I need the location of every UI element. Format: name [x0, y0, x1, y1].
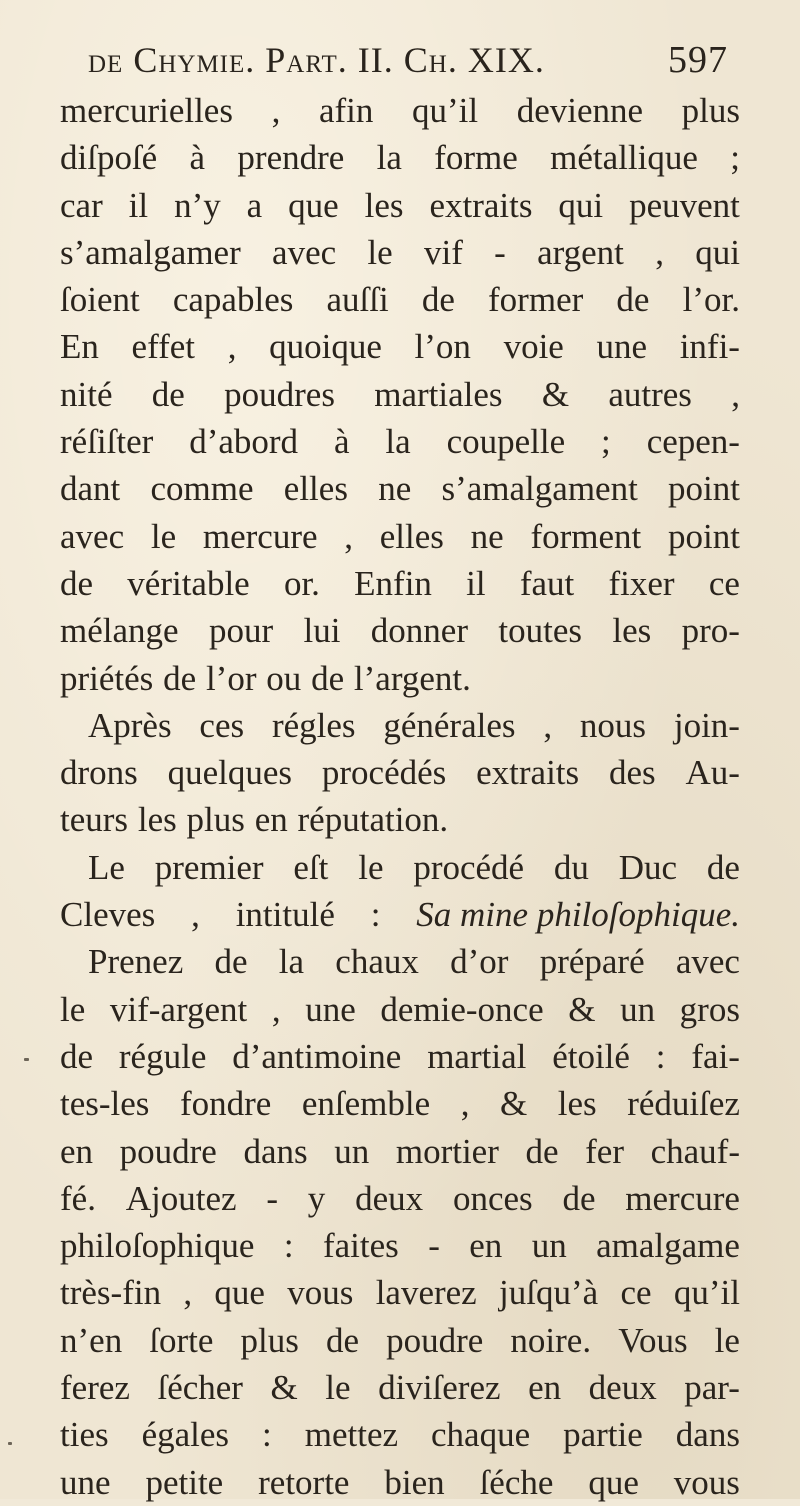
word: mercure — [202, 516, 318, 556]
word: le — [150, 516, 177, 556]
word: extraits — [429, 185, 533, 225]
text-line — [60, 986, 740, 1033]
word: métallique — [550, 138, 698, 178]
word: fai- — [691, 1036, 740, 1076]
word: de — [325, 1320, 360, 1360]
text-line — [60, 560, 740, 607]
margin-speck — [24, 1058, 29, 1061]
word: une — [596, 327, 648, 367]
word: premier — [154, 847, 264, 887]
word: de — [214, 942, 248, 982]
margin-speck — [8, 1442, 12, 1445]
word: , — [655, 232, 664, 272]
word: tes-les — [60, 1084, 150, 1124]
word: dans — [675, 1415, 740, 1455]
word: les — [364, 185, 404, 225]
text-line — [60, 87, 740, 134]
text-line — [60, 1033, 740, 1080]
word: join- — [673, 705, 740, 745]
text-line — [60, 465, 740, 512]
text-line — [60, 655, 740, 702]
word: dant — [60, 469, 121, 509]
word: de — [421, 280, 455, 320]
word: : — [283, 1226, 294, 1266]
word: chaux — [335, 942, 419, 982]
word: , — [344, 516, 354, 556]
word: en — [528, 1368, 562, 1408]
word: cepen- — [646, 422, 740, 462]
word: procédés — [321, 753, 447, 793]
word: véritable — [127, 563, 250, 603]
word: dans — [243, 1131, 308, 1171]
text-line — [60, 513, 740, 560]
word: , — [183, 1273, 193, 1313]
word: poudres — [224, 374, 335, 414]
word: En — [60, 327, 99, 367]
word: de — [616, 280, 650, 320]
word: petite — [145, 1462, 224, 1502]
text-line — [60, 276, 740, 323]
word: gros — [679, 989, 740, 1029]
word: - — [428, 1226, 440, 1266]
word: eſt — [293, 847, 329, 887]
word: réputation. — [297, 800, 449, 840]
word: n’en — [60, 1320, 123, 1360]
text-line — [60, 1080, 740, 1127]
word: très-fin — [60, 1273, 162, 1313]
word: Ajoutez — [125, 1178, 237, 1218]
word: ; — [730, 138, 740, 178]
word: martiales — [374, 374, 503, 414]
word: que — [588, 1462, 639, 1502]
word: mettez — [304, 1415, 399, 1455]
word: vif — [423, 232, 463, 272]
word: du — [553, 847, 589, 887]
word: faites — [322, 1226, 399, 1266]
word: noire. — [510, 1320, 592, 1360]
word: des — [609, 753, 656, 793]
word: comme — [150, 469, 254, 509]
word: priétés — [60, 658, 154, 698]
word: que — [214, 1273, 265, 1313]
text-line — [60, 749, 740, 796]
word: que — [288, 185, 339, 225]
word: procédé — [413, 847, 525, 887]
word: extraits — [476, 753, 580, 793]
page-number: 597 — [668, 39, 728, 81]
word: plus — [186, 800, 245, 840]
word: qui — [695, 232, 740, 272]
text-line — [60, 418, 740, 465]
word: de — [151, 374, 185, 414]
word: de — [60, 563, 94, 603]
word: l’or. — [682, 280, 740, 320]
text-line — [60, 1128, 740, 1175]
word: or. — [283, 563, 320, 603]
word: qu’il — [411, 91, 479, 130]
word: plus — [681, 91, 740, 130]
word: réſiſter — [60, 422, 154, 462]
word: le — [358, 847, 384, 887]
word: : — [262, 1415, 272, 1455]
text-line — [60, 607, 740, 654]
word: & — [541, 374, 570, 414]
word: régule — [118, 1036, 207, 1076]
word: ne — [378, 469, 412, 509]
word: deux — [355, 1178, 424, 1218]
word: capables — [172, 280, 294, 320]
word: à — [333, 422, 350, 462]
text-line — [60, 844, 740, 891]
word: à — [189, 138, 206, 178]
word: pro- — [681, 611, 740, 651]
word: poudre — [119, 1131, 217, 1171]
word: vif-argent — [109, 989, 248, 1029]
word: , — [227, 327, 237, 367]
word: intitulé — [235, 895, 335, 935]
word: le — [325, 1368, 351, 1408]
word: ; — [601, 422, 611, 462]
word: Après — [88, 705, 172, 745]
word: former — [488, 280, 584, 320]
word: ſoient — [60, 280, 140, 320]
word: diſpoſé — [60, 138, 158, 178]
word: ce — [708, 563, 740, 603]
word: ou — [266, 658, 302, 698]
word: il — [128, 185, 149, 225]
word: s’amalgamer — [60, 232, 241, 272]
running-head — [88, 38, 728, 88]
word: fer — [585, 1131, 624, 1171]
word: poudre — [386, 1320, 484, 1360]
word: coupelle — [446, 422, 566, 462]
word: l’argent. — [353, 658, 471, 698]
word: auſſi — [326, 280, 389, 320]
word: effet — [131, 327, 196, 367]
word: de — [163, 658, 197, 698]
word: s’amalgament — [441, 469, 638, 509]
word: les — [137, 800, 177, 840]
word: mortier — [395, 1131, 499, 1171]
word: Prenez — [88, 942, 184, 982]
word: elles — [283, 469, 348, 509]
word: a — [246, 185, 263, 225]
word: fixer — [608, 563, 675, 603]
text-line — [60, 1269, 740, 1316]
word: égales — [141, 1415, 230, 1455]
word: voie — [503, 327, 564, 367]
word: lui — [303, 611, 341, 651]
word: mélange — [60, 611, 179, 651]
word: ferez — [60, 1368, 130, 1408]
word: , — [191, 895, 200, 935]
word: une — [305, 989, 356, 1029]
word: Cleves — [60, 895, 156, 935]
word: , — [460, 1084, 470, 1124]
word: teurs — [60, 800, 129, 840]
word: par- — [684, 1368, 740, 1408]
word: mercure — [625, 1178, 740, 1218]
word: enſemble — [301, 1084, 431, 1124]
word: juſqu’à — [499, 1273, 599, 1313]
word: argent — [537, 232, 624, 272]
text-line — [60, 1411, 740, 1458]
word: fondre — [179, 1084, 272, 1124]
word: autres — [608, 374, 692, 414]
word: - — [266, 1178, 278, 1218]
word: de — [562, 1178, 596, 1218]
word: chauf- — [650, 1131, 740, 1171]
word: quelques — [167, 753, 293, 793]
word: forment — [530, 516, 642, 556]
word: ne — [470, 516, 504, 556]
word: fé. — [60, 1178, 96, 1218]
word: retorte — [258, 1462, 350, 1502]
word: la — [278, 942, 305, 982]
word: réduiſez — [627, 1084, 740, 1124]
word: ſécher — [157, 1368, 243, 1408]
word: la — [385, 422, 411, 462]
word: onces — [452, 1178, 533, 1218]
word: toutes — [498, 611, 582, 651]
word: qui — [558, 185, 604, 225]
text-line — [60, 938, 740, 985]
word: d’abord — [189, 422, 299, 462]
text-line — [60, 371, 740, 418]
word: - — [494, 232, 506, 272]
word: point — [668, 469, 740, 509]
text-line — [60, 702, 740, 749]
word: : — [370, 895, 381, 935]
word: car — [60, 185, 103, 225]
word: philoſophique — [60, 1226, 255, 1266]
word: mercurielles — [60, 91, 233, 130]
body-text — [60, 87, 740, 1506]
word: y — [307, 1178, 326, 1218]
word: drons — [60, 753, 138, 793]
word: Le — [88, 847, 125, 887]
word: prendre — [237, 138, 345, 178]
word: ſéche — [479, 1462, 554, 1502]
word: quoique — [269, 327, 382, 367]
word: vous — [673, 1462, 740, 1502]
word: il — [466, 563, 486, 603]
text-line — [60, 229, 740, 276]
word: amalgame — [596, 1226, 740, 1266]
word: en — [60, 1131, 94, 1171]
word: un — [620, 989, 656, 1029]
word: martial — [427, 1036, 527, 1076]
italic-title: Sa mine philoſophique. — [416, 895, 740, 935]
word: plus — [240, 1320, 299, 1360]
text-line — [60, 1317, 740, 1364]
word: avec — [675, 942, 740, 982]
word: bien — [384, 1462, 445, 1502]
word: afin — [318, 91, 374, 130]
running-title: de Chymie. Part. II. Ch. XIX. — [88, 40, 545, 80]
word: un — [334, 1131, 370, 1171]
word: infi- — [679, 327, 740, 367]
word: le — [60, 989, 86, 1029]
word: en — [469, 1226, 503, 1266]
word: générales — [383, 705, 516, 745]
word: Enfin — [354, 563, 432, 603]
word: d’or — [450, 942, 509, 982]
word: Duc — [618, 847, 678, 887]
word: ties — [60, 1415, 109, 1455]
word: faut — [519, 563, 575, 603]
text-line — [60, 134, 740, 181]
word: : — [655, 1036, 666, 1076]
text-line — [60, 796, 740, 843]
word: les — [612, 611, 652, 651]
word: & — [500, 1084, 528, 1124]
word: & — [568, 989, 596, 1029]
word: Vous — [618, 1320, 688, 1360]
word: chaque — [431, 1415, 531, 1455]
text-line — [60, 891, 740, 938]
text-line — [60, 1175, 740, 1222]
word: avec — [60, 516, 125, 556]
word: diviſerez — [378, 1368, 501, 1408]
word: Au- — [685, 753, 740, 793]
word: de — [525, 1131, 559, 1171]
word: ſorte — [149, 1320, 214, 1360]
word: nité — [60, 374, 113, 414]
word: point — [668, 516, 740, 556]
word: en — [254, 800, 288, 840]
word: , — [271, 989, 281, 1029]
word: partie — [563, 1415, 643, 1455]
word: donner — [370, 611, 468, 651]
word: de — [311, 658, 345, 698]
word: régles — [271, 705, 356, 745]
word: les — [557, 1084, 597, 1124]
word: de — [60, 1036, 94, 1076]
word: , — [543, 705, 553, 745]
word: avec — [272, 232, 337, 272]
word: un — [531, 1226, 567, 1266]
text-line — [60, 1364, 740, 1411]
word: peuvent — [629, 185, 740, 225]
word: l’or — [205, 658, 257, 698]
word: la — [376, 138, 402, 178]
word: forme — [434, 138, 518, 178]
word: le — [714, 1320, 740, 1360]
word: elles — [379, 516, 444, 556]
word: laverez — [375, 1273, 477, 1313]
text-line — [60, 1222, 740, 1269]
word: & — [270, 1368, 298, 1408]
word: nous — [579, 705, 647, 745]
word: de — [706, 847, 740, 887]
word: préparé — [539, 942, 645, 982]
word: devienne — [516, 91, 644, 130]
text-line — [60, 323, 740, 370]
word: ce — [620, 1273, 652, 1313]
word: étoilé — [552, 1036, 630, 1076]
word: n’y — [174, 185, 221, 225]
word: une — [60, 1462, 111, 1502]
word: d’antimoine — [232, 1036, 402, 1076]
word: , — [731, 374, 740, 414]
word: l’on — [414, 327, 471, 367]
word: qu’il — [673, 1273, 740, 1313]
word: le — [367, 232, 393, 272]
word: demie-once — [380, 989, 544, 1029]
text-line — [60, 182, 740, 229]
word: pour — [208, 611, 274, 651]
word: ces — [199, 705, 245, 745]
word: vous — [287, 1273, 354, 1313]
word: deux — [588, 1368, 657, 1408]
word: , — [271, 91, 281, 130]
